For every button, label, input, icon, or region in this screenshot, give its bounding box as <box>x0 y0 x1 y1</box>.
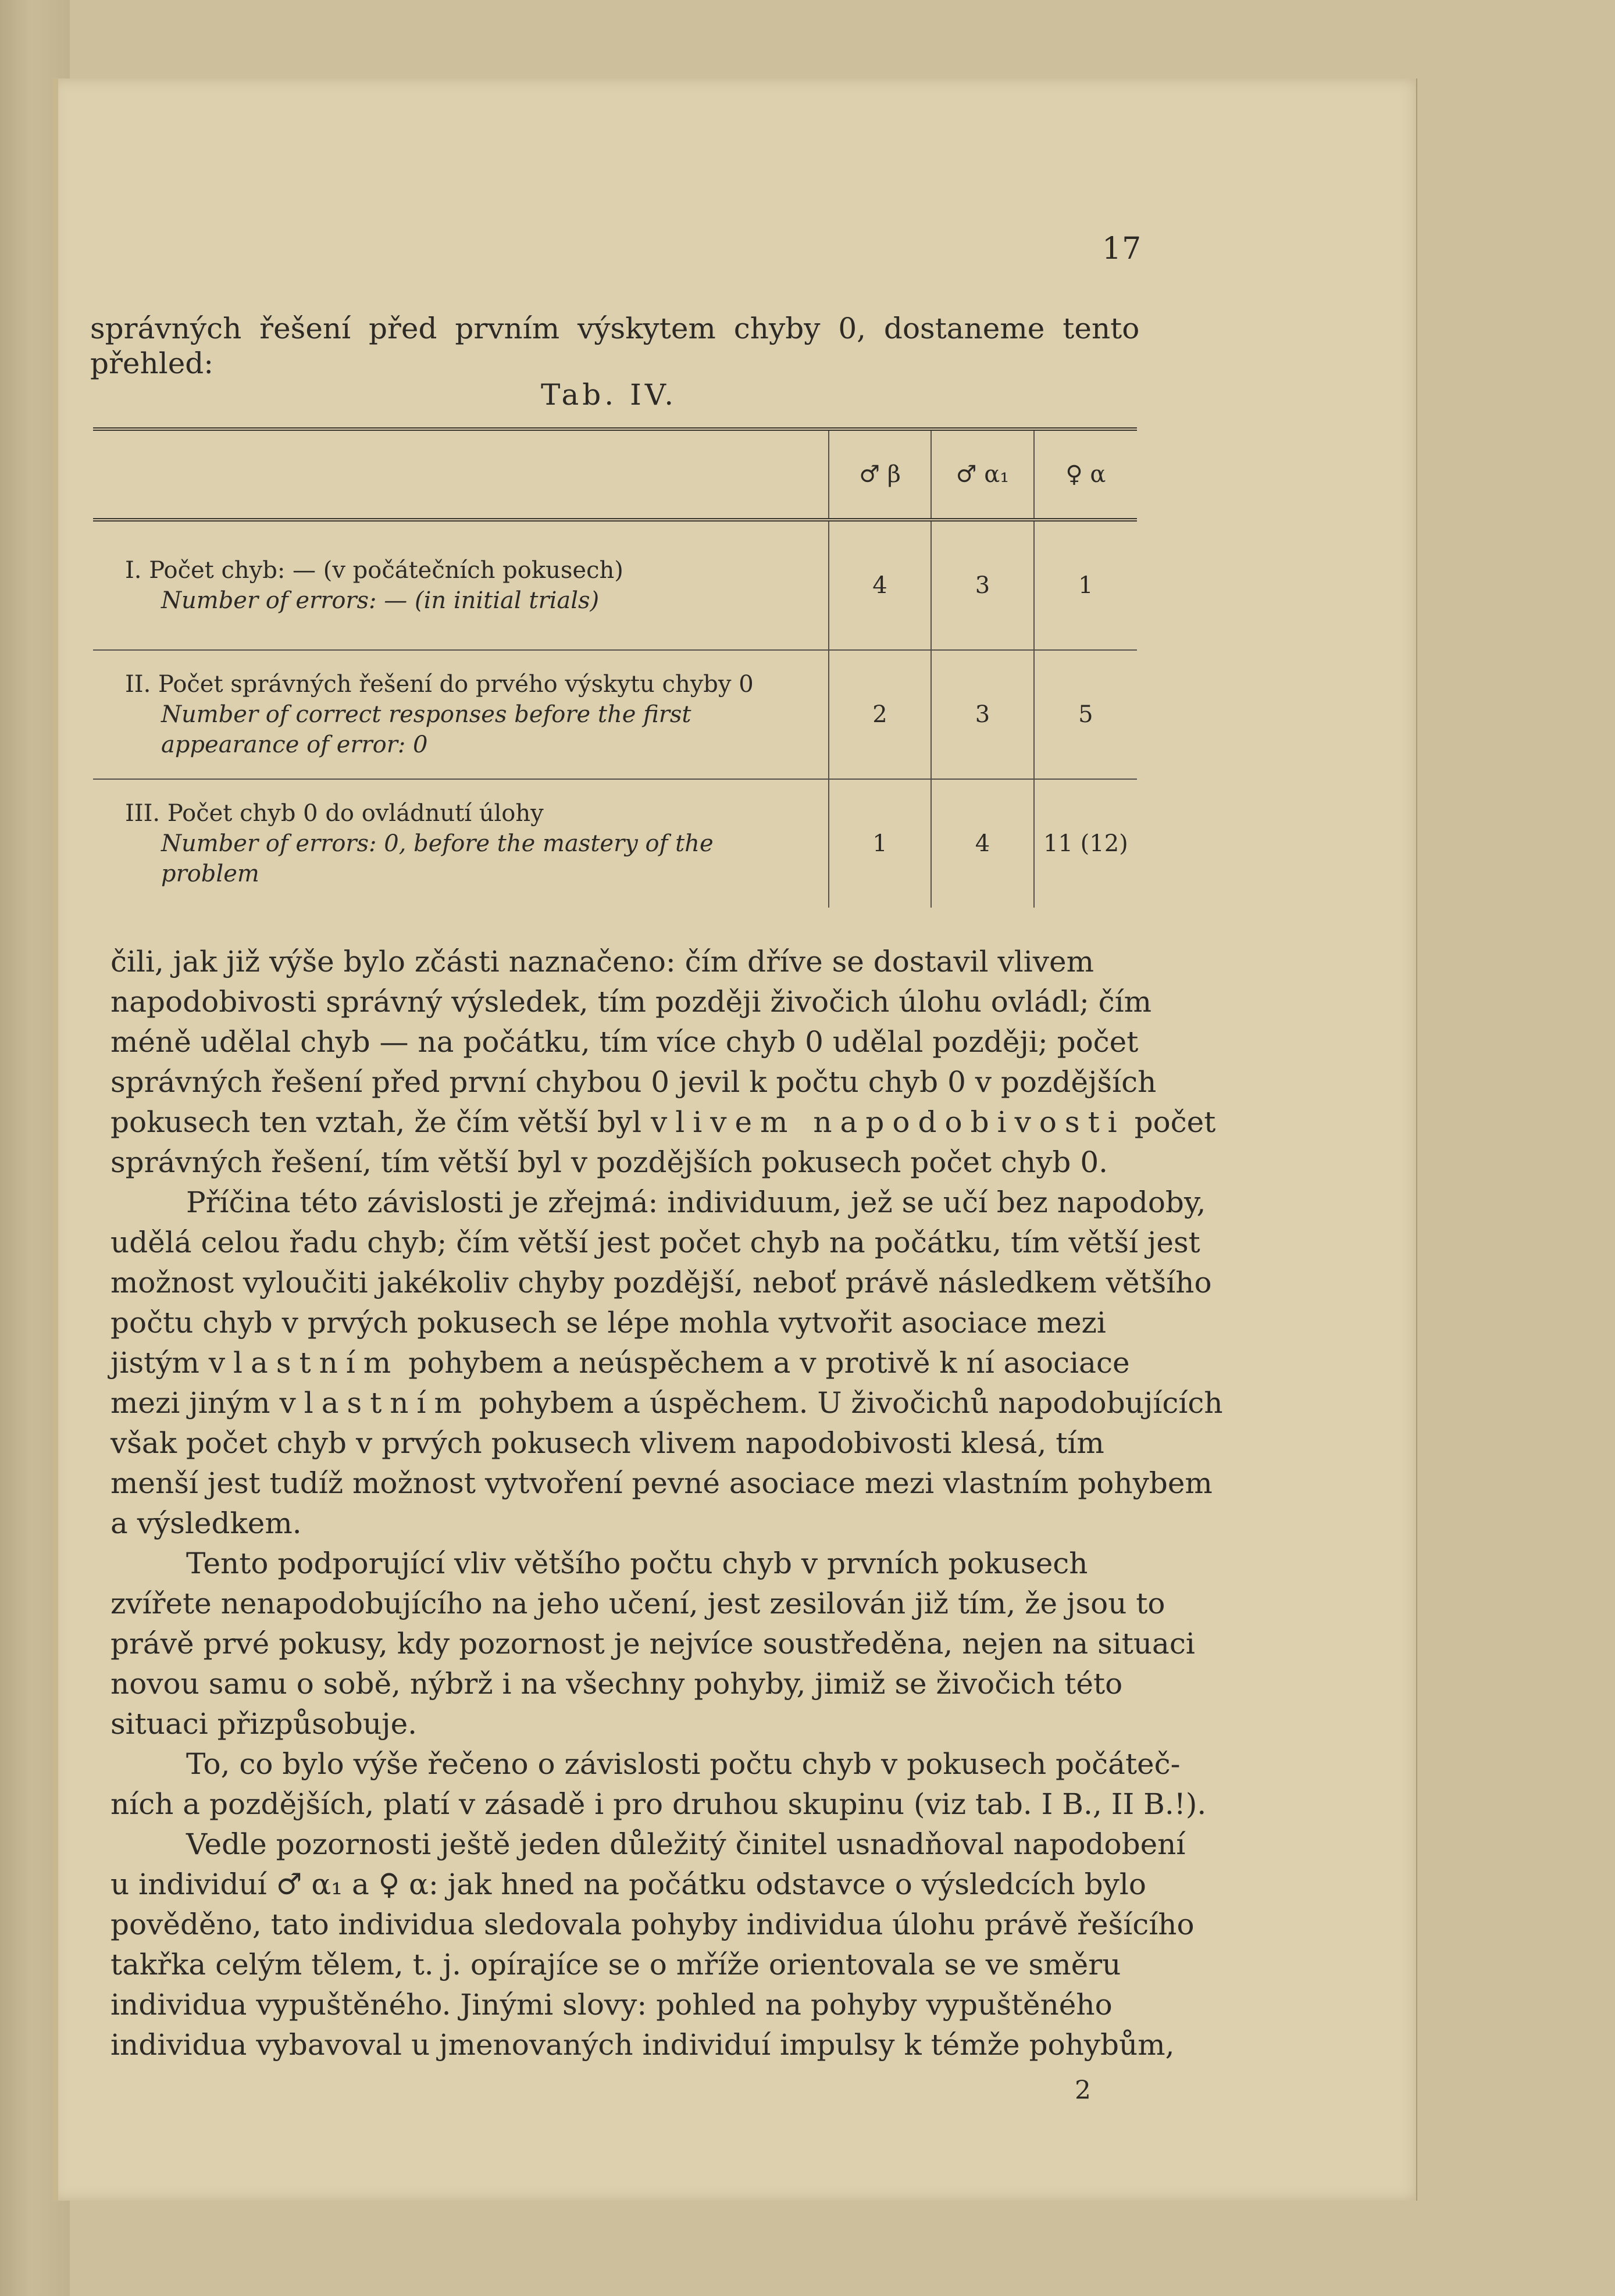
table-cell: 4 <box>829 520 931 650</box>
text-line: napodobivosti správný výsledek, tím později živočich úlohu ovládl; čím <box>110 985 1152 1019</box>
results-table <box>93 427 1137 908</box>
text-line: čili, jak již výše bylo zčásti naznačeno: čím dříve se dostavil vlivem <box>110 945 1095 979</box>
table-header-blank <box>93 429 829 520</box>
text-line <box>110 1383 1223 1423</box>
text-line: novou samu o sobě, nýbrž i na všechny pohyby, jimiž se živočich této <box>110 1667 1123 1701</box>
table-cell: 1 <box>1034 520 1137 650</box>
table-cell: 4 <box>931 779 1034 908</box>
table-row <box>93 650 1137 779</box>
text-line: u individuí ♂ α₁ a ♀ α: jak hned na počátku odstavce o výsledcích bylo <box>110 1867 1146 1901</box>
text-line: Vedle pozornosti ještě jeden důležitý činitel usnadňoval napodobení <box>186 1827 1186 1861</box>
intro-line-1: správných řešení před prvním výskytem chyby 0, dostaneme tento <box>90 312 1140 345</box>
text-line: a výsledkem. <box>110 1506 302 1540</box>
text-line: individua vybavoval u jmenovaných individuí impulsy k témže pohybům, <box>110 2028 1175 2062</box>
table-row <box>93 779 1137 908</box>
row-label-english: Number of correct responses before the first <box>161 701 691 728</box>
row-label-czech: I. Počet chyb: — (v počátečních pokusech) <box>125 557 623 584</box>
table-cell: 11 (12) <box>1034 779 1137 908</box>
text-line: Tento podporující vliv většího počtu chyb v prvních pokusech <box>186 1547 1088 1580</box>
column-header-female-alpha: ♀ α <box>1034 429 1137 520</box>
table-cell: 3 <box>931 650 1034 779</box>
spaced-emphasis: vlivem napodobivosti <box>650 1105 1125 1139</box>
text-run: pohybem a úspěchem. U živočichů napodobujících <box>469 1386 1223 1420</box>
row-label-english-cont: appearance of error: 0 <box>161 731 428 758</box>
row-label <box>93 650 829 779</box>
table-cell: 3 <box>931 520 1034 650</box>
row-label-czech: III. Počet chyb 0 do ovládnutí úlohy <box>125 800 544 827</box>
text-line: individua vypuštěného. Jinými slovy: pohled na pohyby vypuštěného <box>110 1988 1113 2022</box>
intro-paragraph <box>90 302 1139 390</box>
row-label-czech: II. Počet správných řešení do prvého výskytu chyby 0 <box>125 671 754 698</box>
table-cell: 5 <box>1034 650 1137 779</box>
text-line: správných řešení před první chybou 0 jevil k počtu chyb 0 v pozdějších <box>110 1065 1157 1099</box>
spaced-emphasis: vlastním <box>208 1346 400 1380</box>
page-spine-shadow <box>52 78 58 2201</box>
text-line: To, co bylo výše řečeno o závislosti počtu chyb v pokusech počáteč- <box>186 1747 1181 1781</box>
spaced-emphasis: vlastním <box>279 1386 470 1420</box>
row-label <box>93 779 829 908</box>
text-line: Příčina této závislosti je zřejmá: individuum, jež se učí bez napodoby, <box>186 1186 1206 1219</box>
text-line: udělá celou řadu chyb; čím větší jest počet chyb na počátku, tím větší jest <box>110 1226 1200 1259</box>
column-header-male-beta: ♂ β <box>829 429 931 520</box>
table-title: Tab. IV. <box>541 378 678 412</box>
text-run: pokusech ten vztah, že čím větší byl <box>110 1105 651 1139</box>
text-line <box>110 1102 1216 1142</box>
text-line: správných řešení, tím větší byl v pozdějších pokusech počet chyb 0. <box>110 1145 1108 1179</box>
text-run: mezi jiným <box>110 1386 280 1420</box>
text-line: právě prvé pokusy, kdy pozornost je nejvíce soustředěna, nejen na situaci <box>110 1627 1195 1661</box>
row-label <box>93 520 829 650</box>
text-run: počet <box>1125 1105 1216 1139</box>
text-line: počtu chyb v prvých pokusech se lépe mohla vytvořit asociace mezi <box>110 1306 1106 1340</box>
column-header-male-alpha1: ♂ α₁ <box>931 429 1034 520</box>
text-line: menší jest tudíž možnost vytvoření pevné asociace mezi vlastním pohybem <box>110 1466 1213 1500</box>
page-right-edge <box>1416 78 1417 2201</box>
text-line: pověděno, tato individua sledovala pohyby individua úlohu právě řešícího <box>110 1908 1195 1941</box>
table-header-row <box>93 429 1137 520</box>
text-line <box>110 1343 1169 1383</box>
row-label-english-cont: problem <box>161 860 259 887</box>
text-line: zvířete nenapodobujícího na jeho učení, jest zesilován již tím, že jsou to <box>110 1587 1165 1620</box>
text-line: takřka celým tělem, t. j. opírajíce se o mříže orientovala se ve směru <box>110 1948 1121 1981</box>
text-line: však počet chyb v prvých pokusech vlivem napodobivosti klesá, tím <box>110 1426 1104 1460</box>
body-text <box>110 942 1223 2065</box>
text-line: situaci přizpůsobuje. <box>110 1707 418 1741</box>
signature-mark: 2 <box>1075 2076 1092 2105</box>
text-line: možnost vyloučiti jakékoliv chyby pozdější, neboť právě následkem většího <box>110 1266 1212 1299</box>
page-number: 17 <box>1102 231 1142 266</box>
table-cell: 1 <box>829 779 931 908</box>
text-line: méně udělal chyb — na počátku, tím více chyb 0 udělal později; počet <box>110 1025 1139 1059</box>
text-run: pohybem a neúspěchem a v protivě k ní asociace <box>399 1346 1130 1380</box>
table-cell: 2 <box>829 650 931 779</box>
row-label-english: Number of errors: — (in initial trials) <box>161 587 600 614</box>
text-line: ních a pozdějších, platí v zásadě i pro druhou skupinu (viz tab. I B., II B.!). <box>110 1787 1207 1821</box>
table-row <box>93 520 1137 650</box>
text-run: jistým <box>110 1346 209 1380</box>
row-label-english: Number of errors: 0, before the mastery of the <box>161 830 714 857</box>
intro-line-2: přehled: <box>90 347 214 380</box>
